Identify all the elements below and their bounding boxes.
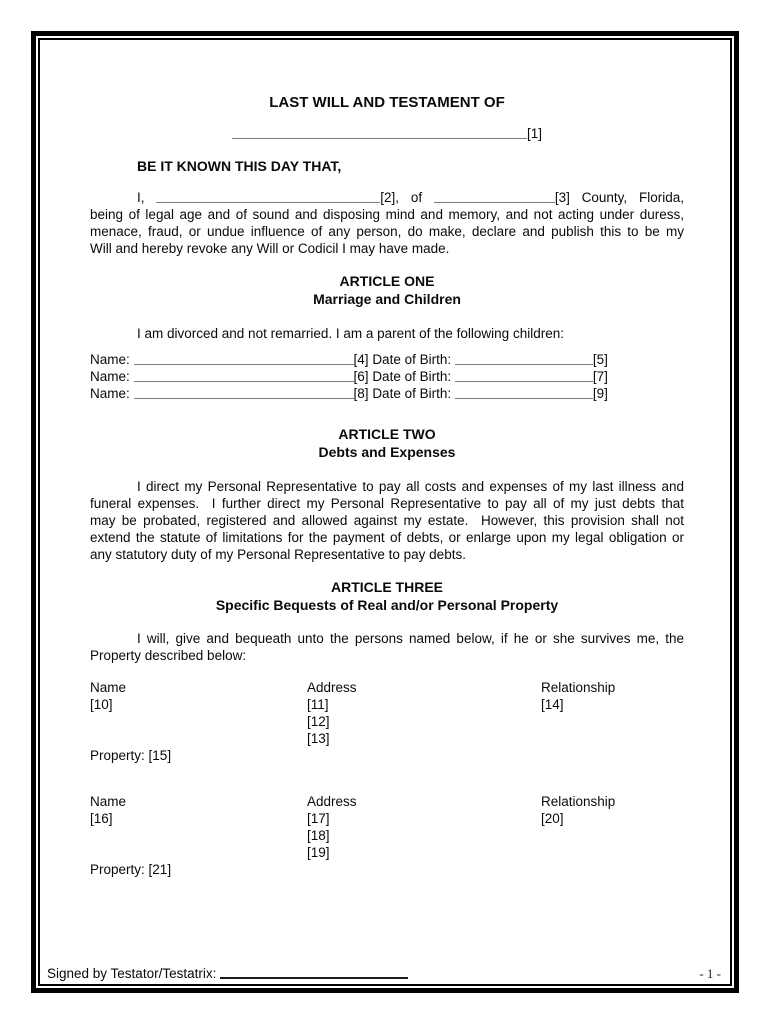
property-row: [90, 747, 684, 764]
address-line: [19]: [307, 845, 330, 860]
paragraph-line: I direct my Personal Representative to pay all costs and expenses of my last illness and: [137, 479, 684, 494]
child-name-blank-line: [134, 386, 354, 399]
bequest-relationship-value: [14]: [541, 697, 564, 712]
field-tag-1: [1]: [526, 126, 542, 141]
signed-by-label: Signed by Testator/Testatrix:: [47, 966, 217, 981]
field-tag-9: [9]: [592, 386, 608, 401]
address-line: [12]: [307, 714, 330, 729]
bequest-address-column: [307, 793, 541, 861]
child-dob-blank-line: [455, 386, 593, 399]
bequest-name-column: [90, 793, 307, 861]
signature-blank-line: [220, 965, 408, 979]
article-three-heading: ARTICLE THREE: [331, 579, 443, 595]
document-page: [38, 38, 732, 986]
debts-paragraph: [90, 478, 684, 563]
address-line: [17]: [307, 811, 330, 826]
intro-mid-text: [2], of: [380, 190, 423, 205]
field-tag-4: [4]: [353, 352, 369, 367]
child-name-blank-line: [134, 369, 354, 382]
address-line: [11]: [307, 697, 329, 712]
intro-pre-text: I,: [137, 190, 145, 205]
bequest-relationship-column: [541, 793, 684, 861]
article-one-heading: ARTICLE ONE: [339, 273, 435, 289]
page-footer: [47, 964, 721, 982]
page-border-frame: [31, 31, 739, 993]
paragraph-line: [90, 189, 684, 206]
page-number: - 1 -: [699, 966, 721, 981]
bequest-block-1: [90, 679, 684, 764]
paragraph-line: menace, fraud, or undue influence of any person, do make, declare and publish this to be my: [90, 224, 684, 239]
paragraph-line: any statutory duty of my Personal Representative to pay debts.: [90, 547, 466, 562]
signature-row: [47, 964, 408, 982]
bequest-grid: [90, 679, 684, 747]
child-name-blank-line: [134, 352, 354, 365]
bequest-intro-paragraph: [90, 630, 684, 664]
property-value: [15]: [148, 748, 172, 763]
county-blank-line: [434, 190, 555, 203]
field-tag-7: [7]: [592, 369, 608, 384]
property-value: [21]: [148, 862, 172, 877]
name-column-header: Name: [90, 680, 127, 695]
address-column-header: Address: [307, 680, 357, 695]
salutation: BE IT KNOWN THIS DAY THAT,: [137, 158, 342, 174]
child-dob-blank-line: [455, 369, 593, 382]
article-one-body: I am divorced and not remarried. I am a parent of the following children:: [137, 326, 564, 341]
paragraph-line: Property described below:: [90, 648, 247, 663]
article-two-heading: ARTICLE TWO: [338, 426, 436, 442]
field-tag-5: [5]: [592, 352, 608, 367]
name-label: Name:: [90, 386, 130, 401]
bequest-grid: [90, 793, 684, 861]
field-tag-6: [6]: [353, 369, 369, 384]
field-tag-8: [8]: [353, 386, 369, 401]
article-three-subheading: Specific Bequests of Real and/or Personal Property: [215, 597, 559, 613]
name-label: Name:: [90, 352, 130, 367]
dob-label: Date of Birth:: [372, 352, 452, 367]
address-column-header: Address: [307, 794, 357, 809]
document-title: LAST WILL AND TESTAMENT OF: [269, 94, 505, 111]
property-row: [90, 861, 684, 878]
relationship-column-header: Relationship: [541, 680, 616, 695]
bequest-relationship-column: [541, 679, 684, 747]
name-label: Name:: [90, 369, 130, 384]
paragraph-line: may be probated, registered and allowed against my estate. However, this provision shall not: [90, 513, 684, 528]
address-line: [18]: [307, 828, 330, 843]
bequest-relationship-value: [20]: [541, 811, 564, 826]
bequest-name-value: [10]: [90, 697, 113, 712]
article-two-subheading: Debts and Expenses: [318, 444, 456, 460]
testator-name-blank-line-2: [156, 190, 380, 203]
property-label: Property:: [90, 862, 145, 877]
bequest-name-column: [90, 679, 307, 747]
children-list: [90, 351, 684, 402]
testator-name-blank-line: [232, 126, 527, 139]
paragraph-line: I will, give and bequeath unto the persons named below, if he or she survives me, the: [137, 631, 684, 646]
paragraph-line: funeral expenses. I further direct my Personal Representative to pay all of my just debts that: [90, 496, 684, 511]
bequest-name-value: [16]: [90, 811, 113, 826]
article-one-subheading: Marriage and Children: [313, 291, 461, 307]
bequest-address-column: [307, 679, 541, 747]
name-column-header: Name: [90, 794, 127, 809]
relationship-column-header: Relationship: [541, 794, 616, 809]
dob-label: Date of Birth:: [372, 369, 452, 384]
dob-label: Date of Birth:: [372, 386, 452, 401]
bequest-block-2: [90, 793, 684, 878]
intro-end-text: [3] County, Florida,: [554, 190, 684, 205]
child-row: [90, 351, 684, 368]
document-content: [40, 94, 730, 878]
child-row: [90, 368, 684, 385]
property-label: Property:: [90, 748, 145, 763]
child-dob-blank-line: [455, 352, 593, 365]
intro-paragraph: [90, 189, 684, 257]
testator-name-row: [90, 125, 684, 143]
child-row: [90, 385, 684, 402]
paragraph-line: being of legal age and of sound and disposing mind and memory, and not acting under duress,: [90, 207, 684, 222]
paragraph-line: extend the statute of limitations for the payment of debts, or enlarge upon my legal obligation or: [90, 530, 684, 545]
paragraph-line: Will and hereby revoke any Will or Codicil I may have made.: [90, 241, 450, 256]
address-line: [13]: [307, 731, 330, 746]
